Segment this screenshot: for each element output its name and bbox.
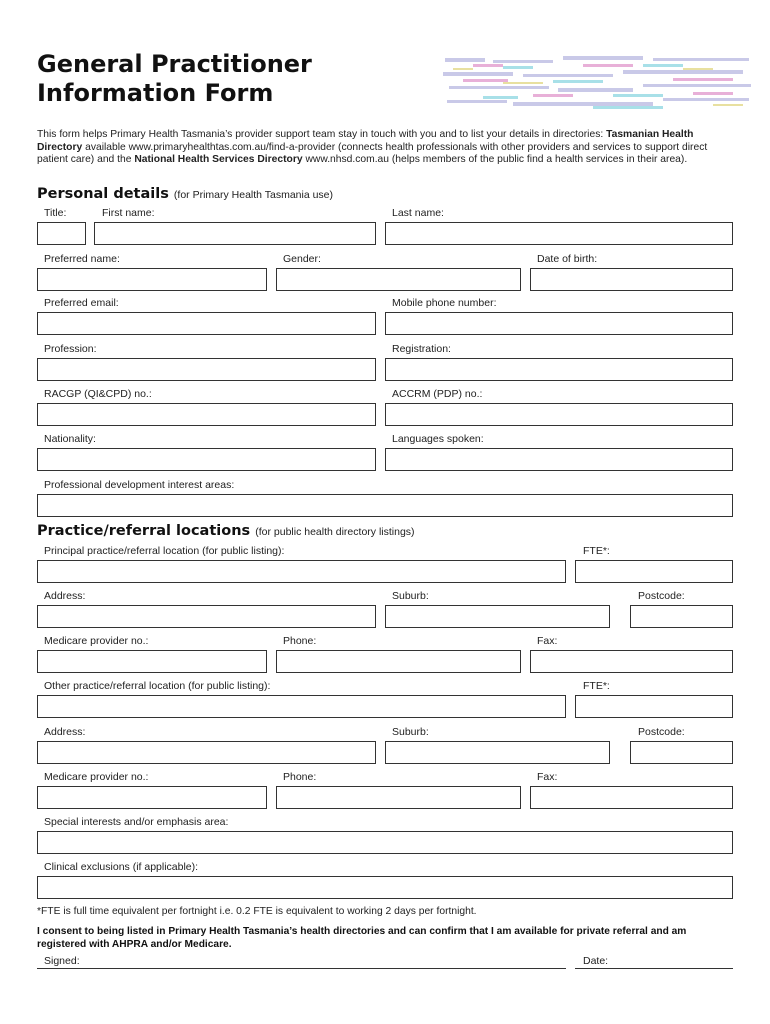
- postcode-label-1: Postcode:: [638, 590, 685, 602]
- personal-heading-text: Personal details: [37, 186, 169, 202]
- other-location-label: Other practice/referral location (for public listing):: [44, 680, 271, 692]
- dob-label: Date of birth:: [537, 253, 598, 265]
- dob-input[interactable]: [530, 268, 733, 291]
- special-interests-input[interactable]: [37, 831, 733, 854]
- phone-input-2[interactable]: [276, 786, 521, 809]
- page-title: [37, 50, 312, 108]
- medicare-label-1: Medicare provider no.:: [44, 635, 149, 647]
- email-label: Preferred email:: [44, 297, 119, 309]
- first-name-input[interactable]: [94, 222, 376, 245]
- medicare-label-2: Medicare provider no.:: [44, 771, 149, 783]
- profession-label: Profession:: [44, 343, 97, 355]
- nationality-input[interactable]: [37, 448, 376, 471]
- languages-label: Languages spoken:: [392, 433, 484, 445]
- fte-input-1[interactable]: [575, 560, 733, 583]
- principal-label: Principal practice/referral location (for public listing):: [44, 545, 285, 557]
- tasmanian-directory: Tasmanian Health Directory: [37, 129, 694, 153]
- intro-p2: available www.primaryhealthtas.com.au/find-a-provider (connects health professionals with other providers and services to support direct patient care) and the: [37, 141, 708, 166]
- suburb-label-1: Suburb:: [392, 590, 429, 602]
- organisation-logo-icon: [443, 52, 755, 110]
- nationality-label: Nationality:: [44, 433, 96, 445]
- exclusions-input[interactable]: [37, 876, 733, 899]
- postcode-input-2[interactable]: [630, 741, 733, 764]
- gender-label: Gender:: [283, 253, 321, 265]
- practice-heading-text: Practice/referral locations: [37, 523, 251, 539]
- address-input-2[interactable]: [37, 741, 376, 764]
- fte-label-1: FTE*:: [583, 545, 610, 557]
- fax-input-2[interactable]: [530, 786, 733, 809]
- fax-label-2: Fax:: [537, 771, 558, 783]
- registration-input[interactable]: [385, 358, 733, 381]
- signature-line[interactable]: [37, 968, 566, 969]
- address-label-2: Address:: [44, 726, 86, 738]
- suburb-input-1[interactable]: [385, 605, 610, 628]
- postcode-label-2: Postcode:: [638, 726, 685, 738]
- last-name-input[interactable]: [385, 222, 733, 245]
- title-label: Title:: [44, 207, 67, 219]
- fax-label-1: Fax:: [537, 635, 558, 647]
- registration-label: Registration:: [392, 343, 451, 355]
- accrm-label: ACCRM (PDP) no.:: [392, 388, 483, 400]
- last-name-label: Last name:: [392, 207, 444, 219]
- suburb-label-2: Suburb:: [392, 726, 429, 738]
- medicare-input-1[interactable]: [37, 650, 267, 673]
- racgp-label: RACGP (QI&CPD) no.:: [44, 388, 152, 400]
- fte-label-2: FTE*:: [583, 680, 610, 692]
- languages-input[interactable]: [385, 448, 733, 471]
- other-location-input[interactable]: [37, 695, 566, 718]
- date-line[interactable]: [575, 968, 733, 969]
- intro-p3: www.nhsd.com.au (helps members of the public find a health services in their area).: [305, 154, 688, 166]
- intro-p1: This form helps Primary Health Tasmania’s provider support team stay in touch with you and to list your details in directories:: [37, 129, 604, 140]
- consent-statement: I consent to being listed in Primary Health Tasmania’s health directories and can confirm that I am available for private referral and am registered with AHPRA and/or Medicare.: [37, 926, 687, 950]
- email-input[interactable]: [37, 312, 376, 335]
- interest-label: Professional development interest areas:: [44, 479, 235, 491]
- phone-input-1[interactable]: [276, 650, 521, 673]
- principal-input[interactable]: [37, 560, 566, 583]
- national-directory: National Health Services Directory: [134, 154, 303, 166]
- special-interests-label: Special interests and/or emphasis area:: [44, 816, 229, 828]
- mobile-label: Mobile phone number:: [392, 297, 497, 309]
- gender-input[interactable]: [276, 268, 521, 291]
- racgp-input[interactable]: [37, 403, 376, 426]
- suburb-input-2[interactable]: [385, 741, 610, 764]
- medicare-input-2[interactable]: [37, 786, 267, 809]
- interest-input[interactable]: [37, 494, 733, 517]
- exclusions-label: Clinical exclusions (if applicable):: [44, 861, 199, 873]
- signed-label: Signed:: [44, 955, 80, 967]
- phone-label-2: Phone:: [283, 771, 317, 783]
- intro-text: [37, 129, 737, 167]
- accrm-input[interactable]: [385, 403, 733, 426]
- personal-subheading: (for Primary Health Tasmania use): [173, 189, 334, 201]
- date-label: Date:: [583, 955, 609, 967]
- mobile-input[interactable]: [385, 312, 733, 335]
- postcode-input-1[interactable]: [630, 605, 733, 628]
- address-label-1: Address:: [44, 590, 86, 602]
- practice-heading: [37, 523, 415, 539]
- profession-input[interactable]: [37, 358, 376, 381]
- address-input-1[interactable]: [37, 605, 376, 628]
- fax-input-1[interactable]: [530, 650, 733, 673]
- fte-input-2[interactable]: [575, 695, 733, 718]
- preferred-name-input[interactable]: [37, 268, 267, 291]
- title-line-1: General Practitioner: [37, 50, 312, 78]
- first-name-label: First name:: [102, 207, 155, 219]
- practice-subheading: (for public health directory listings): [255, 526, 415, 538]
- preferred-name-label: Preferred name:: [44, 253, 120, 265]
- personal-details-heading: [37, 186, 333, 202]
- title-input[interactable]: [37, 222, 86, 245]
- fte-note: *FTE is full time equivalent per fortnight i.e. 0.2 FTE is equivalent to working 2 days per fortnight.: [37, 906, 477, 917]
- phone-label-1: Phone:: [283, 635, 317, 647]
- title-line-2: Information Form: [37, 79, 274, 107]
